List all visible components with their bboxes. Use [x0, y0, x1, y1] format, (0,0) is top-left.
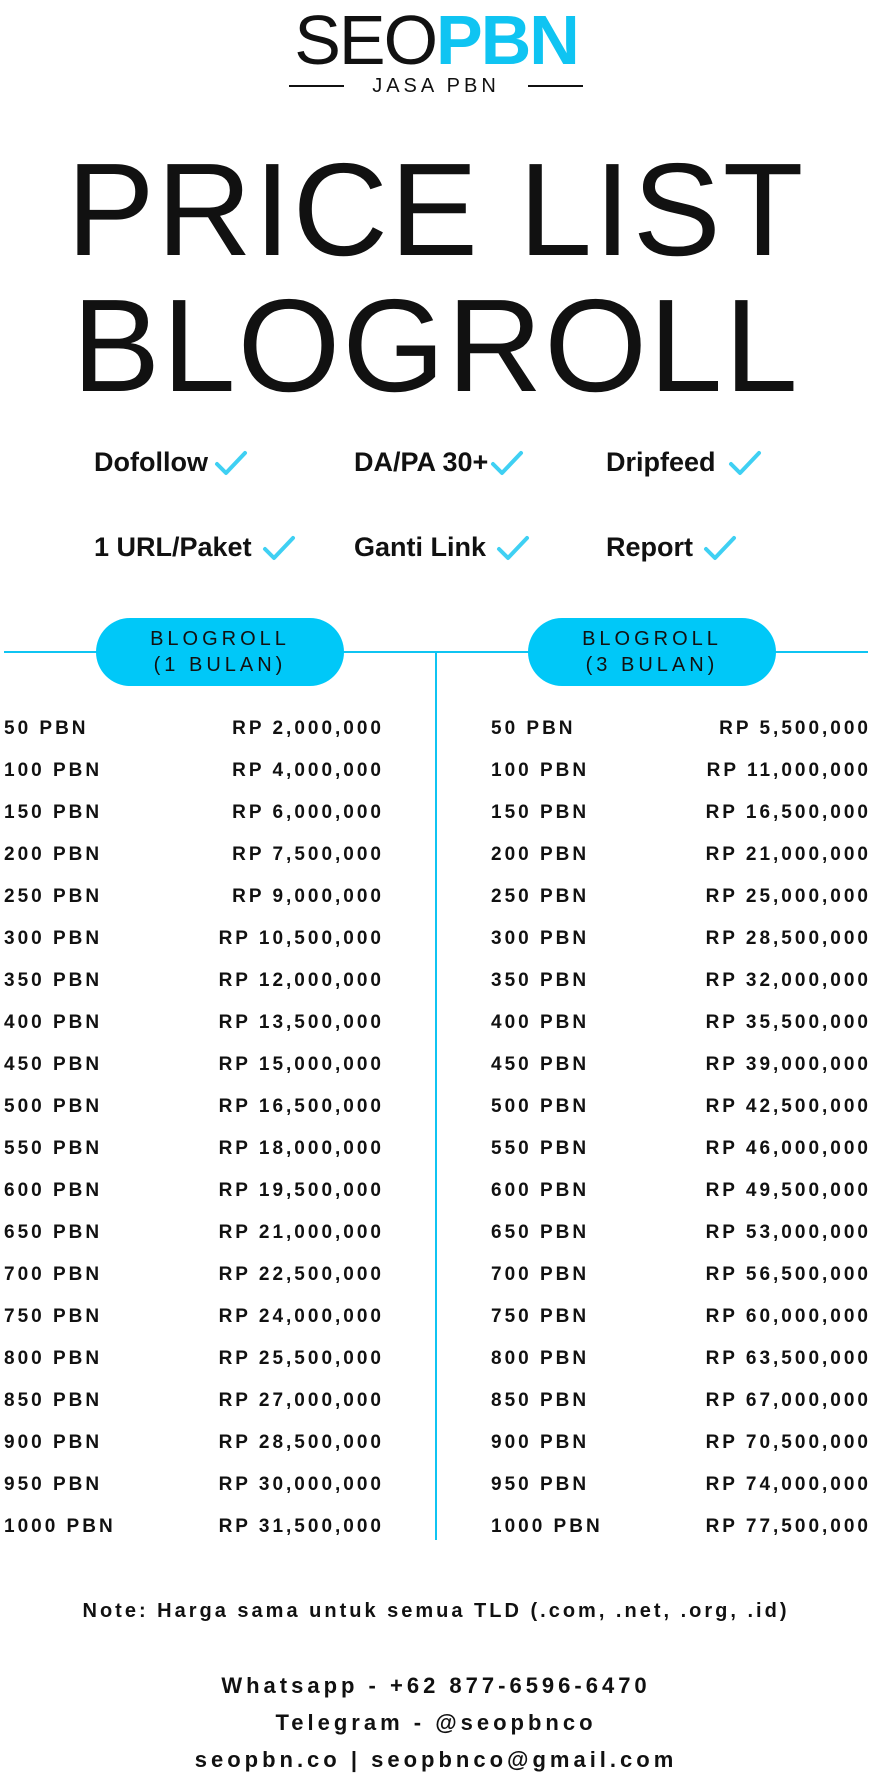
package-price: RP 27,000,000 [218, 1390, 384, 1411]
price-row [491, 1044, 871, 1086]
package-quantity: 250 PBN [4, 886, 103, 907]
price-row [4, 1464, 384, 1506]
package-quantity: 50 PBN [4, 718, 89, 739]
package-price: RP 10,500,000 [218, 928, 384, 949]
package-quantity: 800 PBN [491, 1348, 590, 1369]
package-quantity: 700 PBN [491, 1264, 590, 1285]
price-row [4, 1380, 384, 1422]
package-quantity: 700 PBN [4, 1264, 103, 1285]
package-quantity: 950 PBN [4, 1474, 103, 1495]
package-quantity: 600 PBN [491, 1180, 590, 1201]
feature-label: Dofollow [94, 447, 208, 477]
package-price: RP 24,000,000 [218, 1306, 384, 1327]
package-quantity: 450 PBN [491, 1054, 590, 1075]
package-quantity: 300 PBN [4, 928, 103, 949]
price-row [491, 1086, 871, 1128]
price-row [491, 1212, 871, 1254]
package-quantity: 100 PBN [4, 760, 103, 781]
price-row [4, 750, 384, 792]
package-quantity: 200 PBN [491, 844, 590, 865]
price-row [491, 1254, 871, 1296]
package-price: RP 19,500,000 [218, 1180, 384, 1201]
package-quantity: 450 PBN [4, 1054, 103, 1075]
package-quantity: 950 PBN [491, 1474, 590, 1495]
feature-da-pa [354, 445, 520, 479]
price-row [491, 1296, 871, 1338]
package-price: RP 39,000,000 [705, 1054, 871, 1075]
column-header-3-bulan [528, 618, 776, 686]
logo-wordmark [0, 2, 872, 78]
column-header-line2: (1 BULAN) [153, 654, 287, 676]
package-price: RP 31,500,000 [218, 1516, 384, 1537]
logo [0, 0, 872, 100]
feature-label: Report [606, 532, 693, 562]
price-row [4, 1254, 384, 1296]
package-price: RP 9,000,000 [232, 886, 384, 907]
price-row [4, 1338, 384, 1380]
package-price: RP 42,500,000 [705, 1096, 871, 1117]
package-price: RP 63,500,000 [705, 1348, 871, 1369]
package-quantity: 850 PBN [491, 1390, 590, 1411]
tagline-rule-right [528, 85, 583, 87]
price-row [491, 1380, 871, 1422]
package-quantity: 900 PBN [491, 1432, 590, 1453]
package-price: RP 5,500,000 [719, 718, 871, 739]
package-price: RP 22,500,000 [218, 1264, 384, 1285]
package-quantity: 1000 PBN [491, 1516, 603, 1537]
price-list-3-bulan [491, 708, 871, 1548]
package-quantity: 600 PBN [4, 1180, 103, 1201]
page-title-line1: PRICE LIST [66, 136, 806, 283]
package-price: RP 21,000,000 [705, 844, 871, 865]
package-quantity: 100 PBN [491, 760, 590, 781]
package-quantity: 500 PBN [491, 1096, 590, 1117]
check-icon [728, 449, 758, 475]
price-row [491, 1128, 871, 1170]
check-icon [490, 449, 520, 475]
package-price: RP 7,500,000 [232, 844, 384, 865]
package-quantity: 550 PBN [491, 1138, 590, 1159]
package-price: RP 15,000,000 [218, 1054, 384, 1075]
package-price: RP 28,500,000 [218, 1432, 384, 1453]
package-quantity: 1000 PBN [4, 1516, 116, 1537]
package-price: RP 25,500,000 [218, 1348, 384, 1369]
price-row [491, 1422, 871, 1464]
price-row [491, 834, 871, 876]
package-quantity: 850 PBN [4, 1390, 103, 1411]
package-price: RP 12,000,000 [218, 970, 384, 991]
price-list-1-bulan [4, 708, 384, 1548]
package-price: RP 49,500,000 [705, 1180, 871, 1201]
column-header-1-bulan [96, 618, 344, 686]
contact-telegram: Telegram - @seopbnco [275, 1710, 597, 1735]
price-row [4, 1170, 384, 1212]
package-price: RP 74,000,000 [705, 1474, 871, 1495]
column-header-line1: BLOGROLL [582, 628, 722, 650]
package-price: RP 28,500,000 [705, 928, 871, 949]
package-price: RP 25,000,000 [705, 886, 871, 907]
package-quantity: 750 PBN [4, 1306, 103, 1327]
package-price: RP 30,000,000 [218, 1474, 384, 1495]
package-price: RP 70,500,000 [705, 1432, 871, 1453]
feature-label: 1 URL/Paket [94, 532, 252, 562]
package-quantity: 250 PBN [491, 886, 590, 907]
package-quantity: 550 PBN [4, 1138, 103, 1159]
package-quantity: 350 PBN [4, 970, 103, 991]
package-quantity: 200 PBN [4, 844, 103, 865]
price-row [491, 1464, 871, 1506]
price-row [4, 1212, 384, 1254]
package-price: RP 4,000,000 [232, 760, 384, 781]
price-row [4, 834, 384, 876]
price-row [4, 1422, 384, 1464]
check-icon [496, 534, 526, 560]
package-price: RP 32,000,000 [705, 970, 871, 991]
package-price: RP 2,000,000 [232, 718, 384, 739]
package-quantity: 500 PBN [4, 1096, 103, 1117]
package-price: RP 18,000,000 [218, 1138, 384, 1159]
feature-1-url [94, 530, 292, 564]
package-price: RP 53,000,000 [705, 1222, 871, 1243]
contact-whatsapp: Whatsapp - +62 877-6596-6470 [221, 1673, 651, 1698]
price-row [4, 876, 384, 918]
contact-web-email: seopbn.co | seopbnco@gmail.com [194, 1747, 678, 1772]
price-row [491, 918, 871, 960]
package-quantity: 750 PBN [491, 1306, 590, 1327]
logo-tagline: JASA PBN [372, 75, 500, 97]
package-price: RP 46,000,000 [705, 1138, 871, 1159]
price-row [4, 1506, 384, 1548]
price-row [4, 708, 384, 750]
column-header-line2: (3 BULAN) [585, 654, 719, 676]
package-quantity: 150 PBN [491, 802, 590, 823]
feature-report [606, 530, 733, 564]
package-quantity: 50 PBN [491, 718, 576, 739]
package-quantity: 400 PBN [491, 1012, 590, 1033]
package-quantity: 150 PBN [4, 802, 103, 823]
package-price: RP 21,000,000 [218, 1222, 384, 1243]
price-row [4, 1128, 384, 1170]
note-text: Note: Harga sama untuk semua TLD (.com, .net, .org, .id) [82, 1600, 790, 1622]
price-row [491, 1338, 871, 1380]
page-title-line2: BLOGROLL [72, 272, 800, 419]
feature-label: Dripfeed [606, 447, 716, 477]
package-price: RP 16,500,000 [218, 1096, 384, 1117]
package-quantity: 650 PBN [491, 1222, 590, 1243]
price-row [491, 792, 871, 834]
price-row [491, 1002, 871, 1044]
price-row [491, 750, 871, 792]
package-price: RP 77,500,000 [705, 1516, 871, 1537]
package-quantity: 300 PBN [491, 928, 590, 949]
feature-label: DA/PA 30+ [354, 447, 489, 477]
price-row [491, 1170, 871, 1212]
logo-pbn: PBN [436, 1, 578, 79]
package-price: RP 11,000,000 [706, 760, 871, 781]
check-icon [262, 534, 292, 560]
package-price: RP 16,500,000 [705, 802, 871, 823]
package-price: RP 60,000,000 [705, 1306, 871, 1327]
package-quantity: 350 PBN [491, 970, 590, 991]
check-icon [703, 534, 733, 560]
feature-dripfeed [606, 445, 758, 479]
check-icon [214, 449, 244, 475]
price-row [491, 708, 871, 750]
price-row [4, 1086, 384, 1128]
price-row [4, 792, 384, 834]
price-row [491, 960, 871, 1002]
package-quantity: 800 PBN [4, 1348, 103, 1369]
column-header-line1: BLOGROLL [150, 628, 290, 650]
price-row [491, 1506, 871, 1548]
feature-ganti-link [354, 530, 526, 564]
package-price: RP 35,500,000 [705, 1012, 871, 1033]
logo-seo: SEO [294, 1, 437, 79]
feature-label: Ganti Link [354, 532, 487, 562]
package-price: RP 13,500,000 [218, 1012, 384, 1033]
price-row [4, 1296, 384, 1338]
column-divider [435, 652, 437, 1540]
feature-dofollow [94, 445, 244, 479]
logo-tagline-row [0, 73, 872, 97]
price-row [4, 1002, 384, 1044]
package-price: RP 6,000,000 [232, 802, 384, 823]
price-row [491, 876, 871, 918]
price-row [4, 918, 384, 960]
price-row [4, 960, 384, 1002]
package-quantity: 400 PBN [4, 1012, 103, 1033]
price-row [4, 1044, 384, 1086]
package-quantity: 900 PBN [4, 1432, 103, 1453]
package-price: RP 56,500,000 [705, 1264, 871, 1285]
package-price: RP 67,000,000 [705, 1390, 871, 1411]
package-quantity: 650 PBN [4, 1222, 103, 1243]
